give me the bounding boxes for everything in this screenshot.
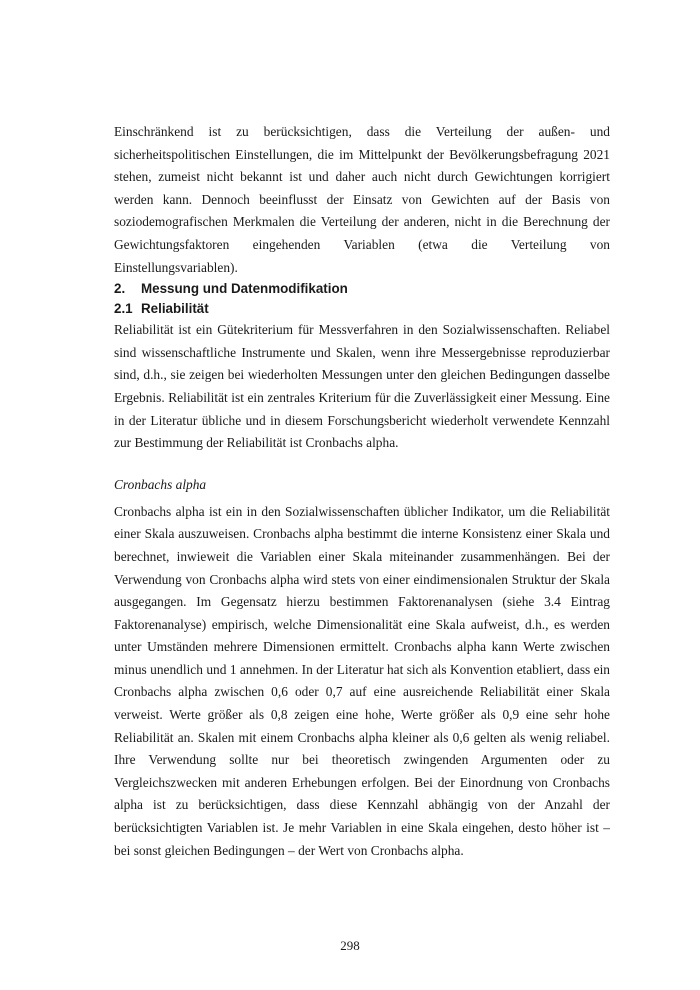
reliability-paragraph: Reliabilität ist ein Gütekriterium für Messverfahren in den Sozialwissenschaften. Reliabel sind wissenschaftliche Instrumente und Skalen, wenn ihre Messergebnisse reproduzierbar sind, d.h., sie zeigen bei wiederholten Messungen unter den gleichen Bedingungen dasselbe Ergebnis. Reliabilität ist ein zentrales Kriterium für die Zuverlässigkeit einer Messung. Eine in der Literatur übliche und in diesem Forschungsbericht wiederholt verwendete Kennzahl zur Bestimmung der Reliabilität ist Cronbachs alpha.	[114, 322, 610, 451]
intro-paragraph: Einschränkend ist zu berücksichtigen, dass die Verteilung der außen- und sicherheitspolitischen Einstellungen, die im Mittelpunkt der Bevölkerungsbefragung 2021 stehen, zumeist nicht bekannt ist und daher auch nicht durch Gewichtungen korrigiert werden kann. Dennoch beeinflusst der Einsatz von Gewichten auf der Basis von soziodemografischen Merkmalen die Verteilung der anderen, nicht in die Berechnung der Gewichtungsfaktoren eingehenden Variablen (etwa die Verteilung von Einstellungsvariablen).	[114, 124, 610, 275]
subsection-heading	[114, 299, 610, 319]
subsection-title: Reliabilität	[141, 301, 209, 317]
section-heading	[114, 279, 610, 299]
cronbach-paragraph: Cronbachs alpha ist ein in den Sozialwissenschaften üblicher Indikator, um die Reliabilität einer Skala auszuweisen. Cronbachs alpha bestimmt die interne Konsistenz einer Skala und berechnet, inwieweit die Variablen einer Skala miteinander zusammenhängen. Bei der Verwendung von Cronbachs alpha wird stets von einer eindimensionalen Struktur der Skala ausgegangen. Im Gegensatz hierzu bestimmen Faktorenanalysen (siehe 3.4 Eintrag Faktorenanalyse) empirisch, welche Dimensionalität eine Skala aufweist, d.h., es werden unter Umständen mehrere Dimensionen ermittelt. Cronbachs alpha kann Werte zwischen minus unendlich und 1 annehmen. In der Literatur hat sich als Konvention etabliert, dass ein Cronbachs alpha zwischen 0,6 oder 0,7 auf eine ausreichende Reliabilität einer Skala verweist. Werte größer als 0,8 zeigen eine hohe, Werte größer als 0,9 eine sehr hohe Reliabilität an. Skalen mit einem Cronbachs alpha kleiner als 0,6 gelten als wenig reliabel. Ihre Verwendung sollte nur bei theoretisch zwingenden Argumenten oder zu Vergleichszwecken mit anderen Erhebungen erfolgen. Bei der Einordnung von Cronbachs alpha ist zu berücksichtigen, dass diese Kennzahl abhängig von der Anzahl der berücksichtigten Variablen ist. Je mehr Variablen in eine Skala eingehen, desto höher ist – bei sonst gleichen Bedingungen – der Wert von Cronbachs alpha.	[114, 503, 610, 858]
cronbach-subheading: Cronbachs alpha	[114, 476, 207, 492]
section-number: 2.	[114, 281, 126, 297]
page-content	[114, 121, 610, 862]
section-title: Messung und Datenmodifikation	[141, 281, 348, 297]
subsection-number: 2.1	[114, 301, 133, 317]
page-number: 298	[340, 938, 360, 953]
